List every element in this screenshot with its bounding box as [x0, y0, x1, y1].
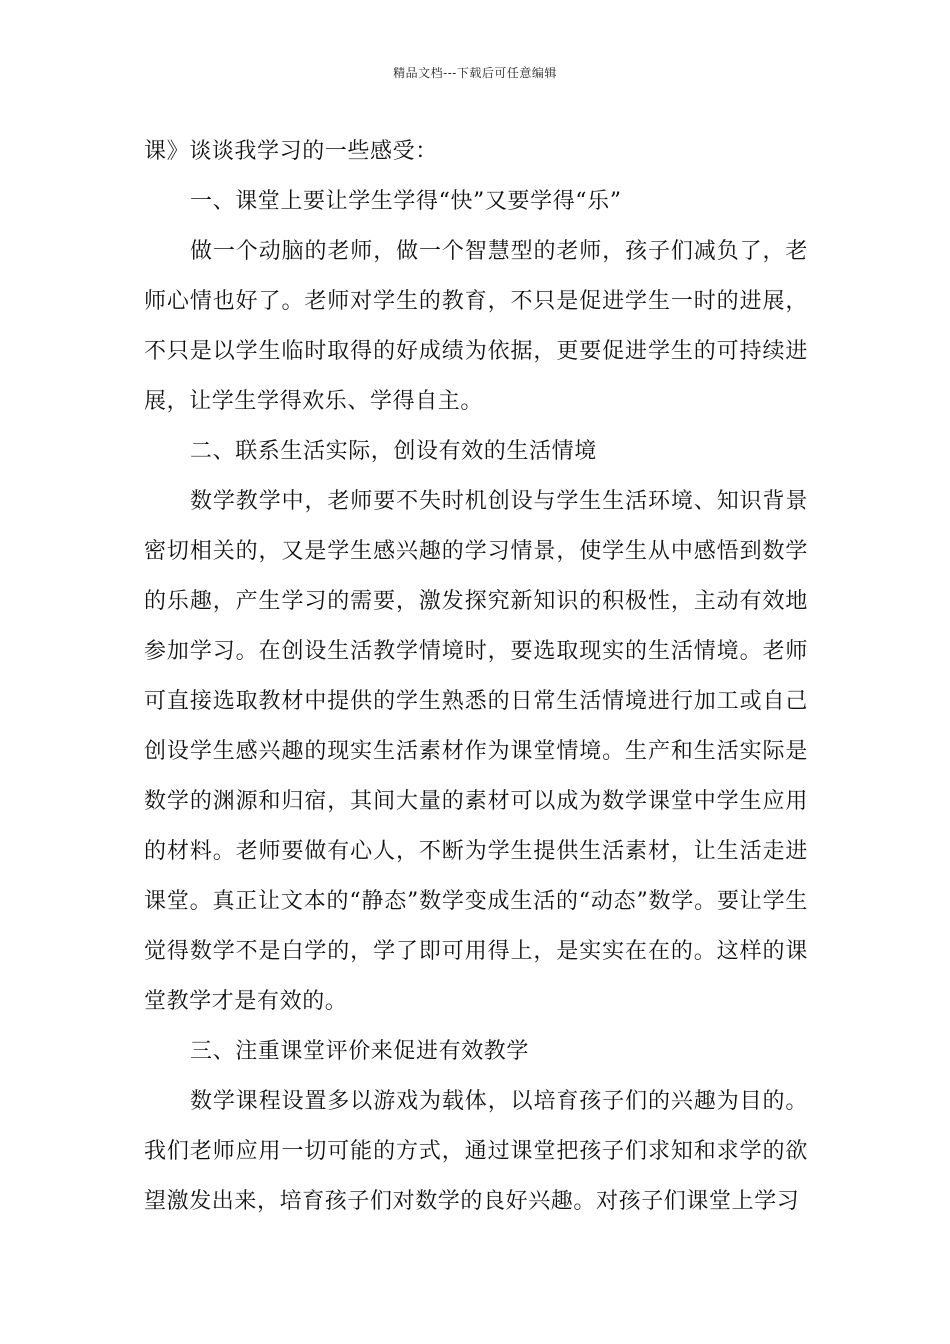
section-heading-2: 二、联系生活实际，创设有效的生活情境 [190, 439, 597, 464]
paragraph-3: 数学课程设置多以游戏为载体，以培育孩子们的兴趣为目的。我们老师应用一切可能的方式，通过课堂把孩子们求知和求学的欲望激发出来，培育孩子们对数学的良好兴趣。对孩子们课堂上学习 [144, 1089, 808, 1214]
page-header: 精品文档---下载后可任意编辑 [393, 66, 557, 80]
paragraph-1: 做一个动脑的老师，做一个智慧型的老师，孩子们减负了，老师心情也好了。老师对学生的教育，不只是促进学生一时的进展，不只是以学生临时取得的好成绩为依据，更要促进学生的可持续进展，让学生学得欢乐、学得自主。 [144, 239, 808, 414]
paragraph-2: 数学教学中，老师要不失时机创设与学生生活环境、知识背景密切相关的，又是学生感兴趣的学习情景，使学生从中感悟到数学的乐趣，产生学习的需要，激发探究新知识的积极性，主动有效地参加学习。在创设生活教学情境时，要选取现实的生活情境。老师可直接选取教材中提供的学生熟悉的日常生活情境进行加工或自己创设学生感兴趣的现实生活素材作为课堂情境。生产和生活实际是数学的渊源和归宿，其间大量的素材可以成为数学课堂中学生应用的材料。老师要做有心人，不断为学生提供生活素材，让生活走进课堂。真正让文本的“静态”数学变成生活的“动态”数学。要让学生觉得数学不是白学的，学了即可用得上，是实实在在的。这样的课堂教学才是有效的。 [144, 489, 808, 1014]
document-body [144, 127, 808, 1227]
paragraph-intro: 课》谈谈我学习的一些感受： [144, 139, 438, 164]
section-heading-3: 三、注重课堂评价来促进有效教学 [190, 1039, 530, 1064]
section-heading-1: 一、课堂上要让学生学得“快”又要学得“乐” [190, 189, 622, 214]
